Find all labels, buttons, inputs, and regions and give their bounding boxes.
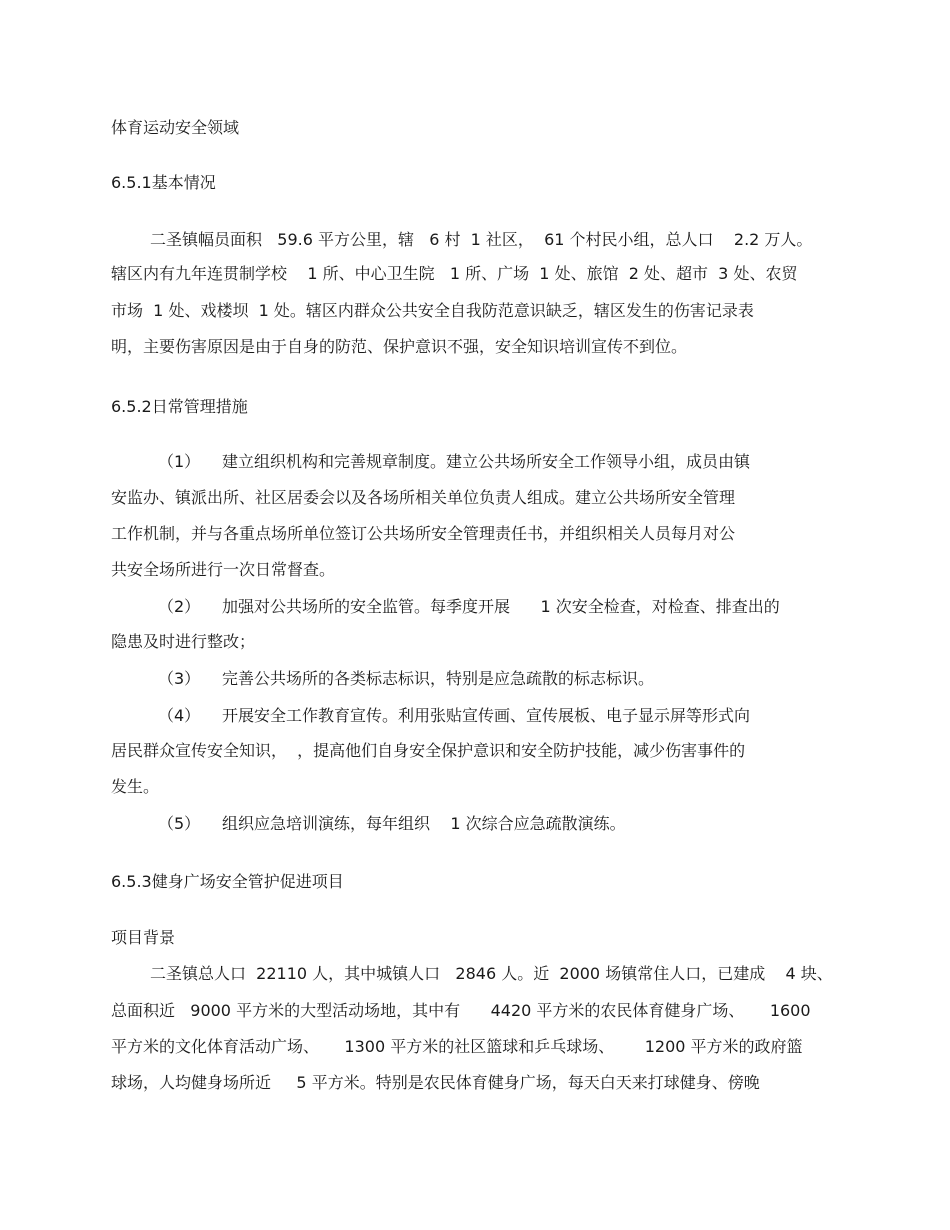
- item-number: （5）: [158, 814, 201, 833]
- item-line: 隐患及时进行整改；: [111, 632, 256, 651]
- section-title-653: 6.5.3健身广场安全管护促进项目: [111, 872, 344, 891]
- paragraph-line: 总面积近 9000 平方米的大型活动场地，其中有 4420 平方米的农民体育健身广场、 1600: [111, 1001, 811, 1020]
- paragraph-line: 二圣镇幅员面积 59.6 平方公里，辖 6 村 1 社区， 61 个村民小组，总人口 2.2 万人。: [150, 230, 813, 249]
- paragraph-line: 二圣镇总人口 22110 人，其中城镇人口 2846 人。近 2000 场镇常住人口，已建成 4 块、: [150, 964, 833, 983]
- item-first-line: 建立组织机构和完善规章制度。建立公共场所安全工作领导小组，成员由镇: [222, 452, 751, 471]
- item-number: （1）: [158, 452, 201, 471]
- section-title-651: 6.5.1基本情况: [111, 173, 216, 192]
- paragraph-line: 平方米的文化体育活动广场、 1300 平方米的社区篮球和乒乓球场、 1200 平方米的政府篮: [111, 1037, 803, 1056]
- item-first-line: 加强对公共场所的安全监管。每季度开展 1 次安全检查，对检查、排查出的: [222, 597, 780, 616]
- item-number: （2）: [158, 597, 201, 616]
- item-number: （3）: [158, 669, 201, 688]
- heading: 体育运动安全领域: [111, 118, 240, 137]
- item-line: 居民群众宣传安全知识， ，提高他们自身安全保护意识和安全防护技能，减少伤害事件的: [111, 741, 746, 760]
- item-first-line: 开展安全工作教育宣传。利用张贴宣传画、宣传展板、电子显示屏等形式向: [222, 706, 751, 725]
- section-title-652: 6.5.2日常管理措施: [111, 397, 248, 416]
- item-line: 发生。: [111, 777, 160, 796]
- item-number: （4）: [158, 706, 201, 725]
- item-line: 安监办、镇派出所、社区居委会以及各场所相关单位负责人组成。建立公共场所安全管理: [111, 488, 736, 507]
- subsection-title: 项目背景: [111, 928, 176, 947]
- paragraph-line: 市场 1 处、戏楼坝 1 处。辖区内群众公共安全自我防范意识缺乏，辖区发生的伤害记录表: [111, 301, 754, 320]
- item-first-line: 组织应急培训演练，每年组织 1 次综合应急疏散演练。: [222, 814, 626, 833]
- paragraph-line: 辖区内有九年连贯制学校 1 所、中心卫生院 1 所、广场 1 处、旅馆 2 处、超市 3 处、农贸: [111, 264, 798, 283]
- paragraph-line: 明，主要伤害原因是由于自身的防范、保护意识不强，安全知识培训宣传不到位。: [111, 337, 688, 356]
- paragraph-line: 球场，人均健身场所近 5 平方米。特别是农民体育健身广场，每天白天来打球健身、傍晚: [111, 1073, 760, 1092]
- item-first-line: 完善公共场所的各类标志标识，特别是应急疏散的标志标识。: [222, 669, 655, 688]
- item-line: 工作机制，并与各重点场所单位签订公共场所安全管理责任书，并组织相关人员每月对公: [111, 524, 736, 543]
- item-line: 共安全场所进行一次日常督查。: [111, 560, 336, 579]
